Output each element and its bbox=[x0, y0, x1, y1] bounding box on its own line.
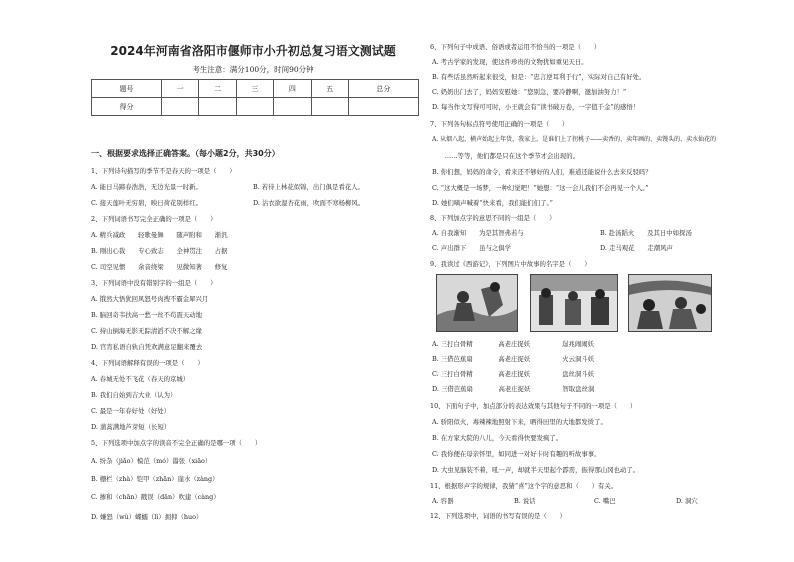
question-5: 5、下列选项中加点字的读音不完全正确的是哪一项（ ） bbox=[91, 439, 262, 447]
option-line: D. 走马观花 走潮风声 bbox=[600, 244, 673, 252]
score-header-cell: 题号 bbox=[92, 80, 162, 98]
section-heading: 一、根据要求选择正确答案。（每小题2分，共30分） bbox=[91, 149, 280, 158]
score-header-cell: 五 bbox=[311, 80, 348, 98]
score-value-row bbox=[92, 98, 419, 116]
question-10: 10、下面句子中，加点部分的表达效果与其他句子不同的一项是（ ） bbox=[430, 402, 637, 410]
question-1: 1、下列诗句描写的季节不是春天的一项是（ ） bbox=[91, 167, 236, 175]
option-line: C. 最是一年春好处（好处） bbox=[91, 407, 171, 415]
score-row-label: 得分 bbox=[92, 98, 162, 116]
option-line: B. 刚出心裁 专心致志 全神贯注 占据 bbox=[91, 247, 228, 255]
option-line: A. 能日马蹄春浩浩，无边光景一时新。 bbox=[91, 183, 202, 191]
option-line: A. 三打白骨精 高老庄捉妖 逞兆闹闹妖 bbox=[432, 340, 595, 348]
option-line: C. 接天莲叶无穷碧，映日荷花别样红。 bbox=[91, 199, 202, 207]
score-cell[interactable] bbox=[236, 98, 273, 116]
option-line: C. “这大概是一场梦，一种幻觉吧！”她想：“这一会儿我们不会再见一个人。” bbox=[432, 184, 649, 192]
option-line: C. 声出群下 虽与之俱学 bbox=[432, 244, 512, 252]
question-7: 7、下列各句标点符号使用正确的一项是（ ） bbox=[430, 120, 569, 128]
option-line: B. 三借芭蕉扇 高老庄捉妖 火云洞斗妖 bbox=[432, 355, 595, 363]
option-line: C. 我你便在母亲怀里，如同进一对好卡时有趣的听故事事。 bbox=[432, 450, 601, 458]
q11-option-c: C. 嘴巴 bbox=[594, 497, 616, 505]
score-cell[interactable] bbox=[348, 98, 418, 116]
question-6: 6、下列句子中成语、俗语或者运用不恰当的一项是（ ） bbox=[430, 43, 601, 51]
question-3: 3、下列词语中没有错别字的一组是（ ） bbox=[91, 279, 217, 287]
option-line: D. 她们嘀声喊着“快来看，我们能们们了。” bbox=[432, 199, 553, 207]
exam-note: 考生注意：满分100分，时间90分钟 bbox=[192, 65, 314, 74]
option-line: B. 有些话虽然听起来很受，但是：“忠言逆耳利于行”，实际对自己有好处。 bbox=[432, 73, 646, 81]
option-line: C. 司空见惯 余音绕梁 见微知著 修复 bbox=[91, 263, 228, 271]
option-line: D. 每当作文写得可可时，小王就会有“读书破万卷，一字值千金”的感悟！ bbox=[432, 103, 640, 111]
option-line: D. 蒲蒿满地芦芽短（长短） bbox=[91, 423, 171, 431]
question-4: 4、下列词语解释有误的一项是（ ） bbox=[91, 359, 204, 367]
question-12: 12、下列选项中，词语的书写有误的是（ ） bbox=[430, 512, 566, 520]
question-8: 8、下列加点字的意思不同的一组是（ ） bbox=[430, 214, 556, 222]
q11-option-b: B. 说话 bbox=[514, 497, 536, 505]
option-line: A. 骄阳似火，毒辣辣地照射下来，晒得田里的大地都发烫了。 bbox=[432, 418, 607, 426]
score-header-row bbox=[92, 80, 419, 98]
option-line: B. 你们想，妈妈的命令，看来还不够好的人们，难道还能说什么去来反驳吗？ bbox=[432, 168, 652, 176]
q11-option-d: D. 洞穴 bbox=[676, 497, 698, 505]
illustration-2 bbox=[530, 274, 618, 332]
score-cell[interactable] bbox=[274, 98, 311, 116]
option-line: B. 脑回奇韦扶高一愁一丝不苟震天动地 bbox=[91, 311, 203, 319]
option-line: D. 嫌怒（wù）蝶蠕（lì）拥抑（huo） bbox=[91, 513, 203, 521]
question-9: 9、我读过《西游记》，下列图片中故事的名字是（ ） bbox=[430, 260, 591, 268]
score-table bbox=[91, 79, 419, 116]
option-line: C. 持山倒海无影无踪清滔不决不解之缘 bbox=[91, 327, 202, 335]
option-line: D. 大虫见脑装不着，吼一声，却就半天里起个霹雳，振得那山冈也动了。 bbox=[432, 466, 640, 474]
option-line: A. 自我渐知 为是其智弗若与 bbox=[432, 229, 524, 237]
score-header-cell: 一 bbox=[162, 80, 199, 98]
score-header-cell: 总分 bbox=[348, 80, 418, 98]
score-header-cell: 四 bbox=[274, 80, 311, 98]
question-11: 11、根据形声字的规律，我猜“喜”这个字的意思和（ ）有关。 bbox=[430, 482, 618, 490]
option-line: C. 三打白骨精 高老庄捉妖 盘丝洞斗妖 bbox=[432, 370, 595, 378]
option-line: A. 饿然大悟犹回风怒号肉搜不霸金犀兴月 bbox=[91, 295, 209, 303]
option-line: B. 在方家大院的八儿，今天看得快要发疯了。 bbox=[432, 434, 563, 442]
option-line: B. 若待上林花似锦，出门俱是看花人。 bbox=[253, 183, 365, 191]
illustration-3 bbox=[628, 274, 712, 332]
option-line: A. 精兵减政 轻歌曼舞 随声附和 渐汎 bbox=[91, 231, 228, 239]
option-line: C. 掺和（chān）戳误（dān）吹建（càng） bbox=[91, 493, 220, 501]
option-line: D. 沾衣欲湿杏花雨，吹面不寒杨柳风。 bbox=[253, 199, 365, 207]
option-line: A. 从烟八起，横声始起上年货，我家上，是谁们上了拐桃子——卖香的、卖年画的、卖馒头的、卖水仙花的 bbox=[432, 136, 717, 143]
illustration-1 bbox=[436, 274, 518, 332]
option-line: B. 赴汤蹈火 及其日中如探汤 bbox=[600, 229, 692, 237]
option-line: ……等等，他们都是只在这个季节才会出现的。 bbox=[432, 152, 579, 160]
option-line: C. 奶奶出门去了，妈妈安慰她：“您别急，要冷静啊，邀加油努力！” bbox=[432, 88, 627, 96]
score-header-cell: 三 bbox=[236, 80, 273, 98]
option-line: A. 春城无处不飞花（春天的京城） bbox=[91, 375, 190, 383]
score-header-cell: 二 bbox=[199, 80, 236, 98]
option-line: B. 我们自始到吉大业（认为） bbox=[91, 391, 177, 399]
score-cell[interactable] bbox=[311, 98, 348, 116]
option-line: B. 栅栏（zhà）铠甲（zhān）崖水（zàng） bbox=[91, 475, 219, 483]
page-title: 2024年河南省洛阳市偃师市小升初总复习语文测试题 bbox=[110, 44, 396, 58]
option-line: A. 纷杂（jiǎo）模范（mó）嚣张（xiāo） bbox=[91, 457, 212, 465]
q11-option-a: A. 容器 bbox=[432, 497, 454, 505]
question-2: 2、下列词语书写完全正确的一项是（ ） bbox=[91, 215, 217, 223]
score-cell[interactable] bbox=[162, 98, 199, 116]
score-cell[interactable] bbox=[199, 98, 236, 116]
option-line: A. 考古学家的发现，使这件珍贵的文物犹如重见天日。 bbox=[432, 58, 588, 66]
option-line: D. 三借芭蕉扇 高老庄捉妖 智取盘丝洞 bbox=[432, 385, 595, 393]
option-line: D. 官宵私语自轨自凭欢满意足翻来覆去 bbox=[91, 343, 203, 351]
